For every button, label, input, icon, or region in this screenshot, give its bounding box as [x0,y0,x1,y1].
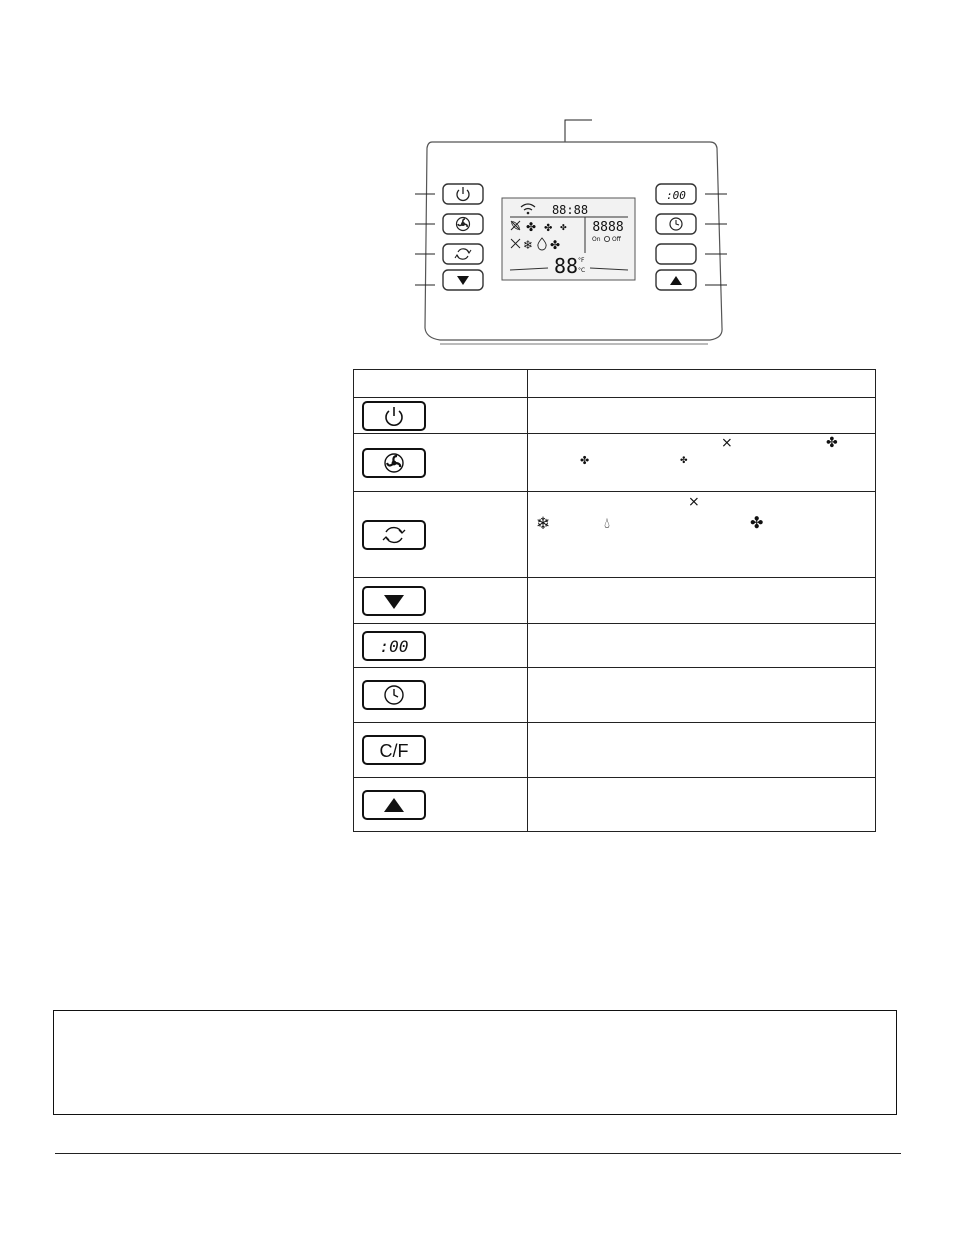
table-cell-description [528,492,876,578]
table-cell-icon [354,578,528,624]
table-row-down [354,578,876,624]
table-cell-description [528,578,876,624]
table-cell-description [528,398,876,434]
auto-fan-icon: ⨯ [721,435,733,451]
fan-low-icon: ✤ [680,456,688,466]
lcd-clock-readout: 88:88 [551,203,589,217]
panel-up-button[interactable] [656,270,696,290]
lcd-timer-readout: 8888 [592,220,624,235]
table-cell-icon [354,624,528,668]
table-fan-key [362,448,426,478]
table-row-unit [354,723,876,778]
table-cell-description [528,434,876,492]
header-cell-function [528,370,876,398]
lcd-unit-f: °F [578,257,585,264]
panel-power-button[interactable] [443,184,483,204]
table-up-key [362,790,426,820]
lcd-temperature-readout: 88 [553,254,579,278]
fan-mode-icon: ✤ [750,513,764,532]
table-row-power [354,398,876,434]
table-cell-icon [354,492,528,578]
table-header-row [354,370,876,398]
table-cell-icon [354,778,528,832]
table-row-timer [354,668,876,723]
header-cell-button [354,370,528,398]
table-timer-key [362,680,426,710]
table-row-up [354,778,876,832]
clock-digits-icon: :00 [379,636,409,656]
note-box [53,1010,897,1115]
lcd-timer-on-label: On [592,236,601,243]
cool-icon: ❄ [536,514,551,534]
table-row-mode [354,492,876,578]
table-power-key [362,401,426,431]
table-down-key [362,586,426,616]
button-function-table [353,369,876,832]
dry-icon: 💧︎ [604,514,611,532]
lcd-fan-medium-icon: ✤ [544,223,553,234]
table-row-clock [354,624,876,668]
table-cell-icon [354,723,528,778]
unit-icon: C/F [379,741,409,761]
lcd-cool-icon: ❄ [523,238,534,252]
panel-timer-button[interactable] [656,214,696,234]
lcd-unit-c: °C [578,267,586,274]
table-cell-icon [354,398,528,434]
table-cell-description [528,624,876,668]
panel-fan-button[interactable] [443,214,483,234]
table-cell-icon [354,434,528,492]
lcd-fan-low-icon: ✤ [560,223,567,232]
fan-high-icon: ✤ [826,435,838,451]
lcd-display [502,198,635,280]
table-cell-description [528,668,876,723]
control-panel-diagram [380,108,740,358]
panel-clock-button[interactable] [656,184,696,204]
table-row-fan [354,434,876,492]
lcd-fan-mode-icon: ✤ [550,238,561,252]
panel-mode-button[interactable] [443,244,483,264]
table-unit-key [362,735,426,765]
table-cell-description [528,723,876,778]
table-cell-icon [354,668,528,723]
lcd-timer-off-label: Off [612,236,621,243]
clock-digits-icon: :00 [666,189,686,202]
table-mode-key [362,520,426,550]
panel-unit-button[interactable] [656,244,696,264]
panel-down-button[interactable] [443,270,483,290]
table-clock-key [362,631,426,661]
table-cell-description [528,778,876,832]
lcd-fan-high-icon: ✤ [526,220,537,234]
footer-rule [55,1153,901,1154]
fan-medium-icon: ✤ [580,454,590,467]
auto-mode-icon: ⨯ [688,494,700,510]
